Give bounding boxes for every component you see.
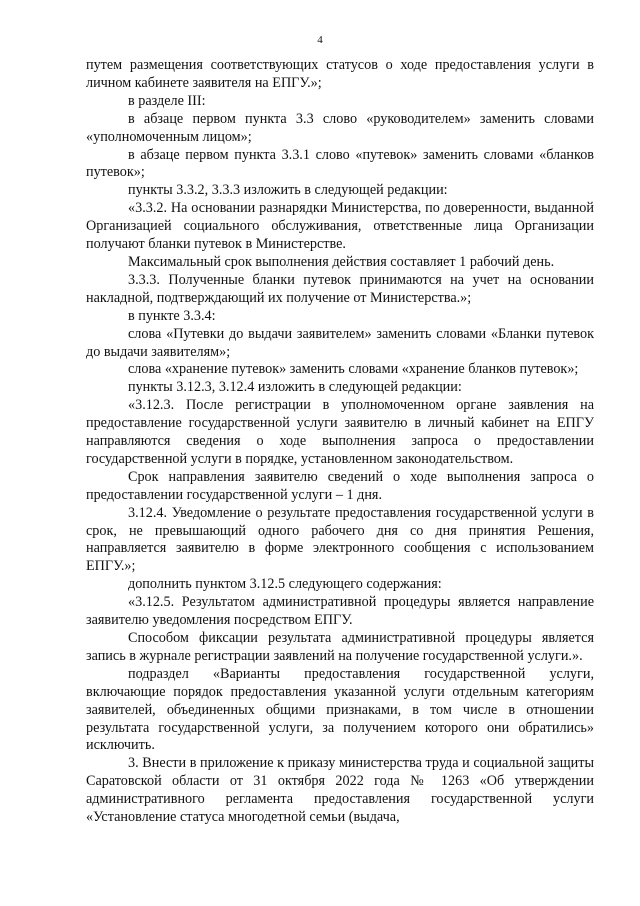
- paragraph: 3.3.3. Полученные бланки путевок принимаются на учет на основании накладной, подтверждающий их получение от Министерства.»;: [86, 271, 594, 306]
- paragraph: «3.12.5. Результатом административной процедуры является направление заявителю уведомления посредством ЕПГУ.: [86, 594, 594, 629]
- paragraph: подраздел «Варианты предоставления государственной услуги, включающие порядок предоставления указанной услуги отдельным категориям заявителей, объединенных общими признаками, в том числе в отношении результата государственной услуги, за получением которого они обратились» исключить.: [86, 665, 594, 754]
- paragraph: «3.12.3. После регистрации в уполномоченном органе заявления на предоставление государственной услуги заявителю в личный кабинет на ЕПГУ направляются сведения о ходе выполнения запроса о предоставлении государственной услуги в порядке, установленном законодательством.: [86, 397, 594, 467]
- paragraph: пункты 3.3.2, 3.3.3 изложить в следующей редакции:: [128, 182, 448, 199]
- paragraph: Способом фиксации результата административной процедуры является запись в журнале регистрации заявлений на получение государственной услуги.».: [86, 630, 594, 664]
- paragraph: в пункте 3.3.4:: [128, 307, 216, 324]
- paragraph: в абзаце первом пункта 3.3.1 слово «путевок» заменить словами «бланков путевок»;: [86, 146, 594, 181]
- paragraph: 3.12.4. Уведомление о результате предоставления государственной услуги в срок, не превышающий одного рабочего дня со дня принятия Решения, направляется заявителю в форме электронного сообщения с использованием ЕПГУ.»;: [86, 504, 594, 575]
- paragraph: путем размещения соответствующих статусов о ходе предоставления услуги в личном кабинете заявителя на ЕПГУ.»;: [86, 57, 594, 91]
- paragraph: Максимальный срок выполнения действия составляет 1 рабочий день.: [128, 253, 555, 270]
- document-body: [86, 57, 594, 827]
- paragraph: 3. Внести в приложение к приказу министерства труда и социальной защиты Саратовской области от 31 октября 2022 года № 1263 «Об утверждении административного регламента предоставления государственной услуги «Установление статуса многодетной семьи (выдача,: [86, 755, 594, 826]
- paragraph: Срок направления заявителю сведений о ходе выполнения запроса о предоставлении государственной услуги – 1 дня.: [86, 468, 594, 503]
- page-number: 4: [317, 34, 323, 46]
- paragraph: дополнить пунктом 3.12.5 следующего содержания:: [128, 576, 442, 593]
- paragraph: в абзаце первом пункта 3.3 слово «руководителем» заменить словами «уполномоченным лицом»;: [86, 110, 594, 145]
- paragraph: слова «хранение путевок» заменить словами «хранение бланков путевок»;: [128, 361, 579, 378]
- paragraph: пункты 3.12.3, 3.12.4 изложить в следующей редакции:: [128, 379, 462, 396]
- paragraph: слова «Путевки до выдачи заявителем» заменить словами «Бланки путевок до выдачи заявителям»;: [86, 325, 594, 360]
- paragraph: в разделе III:: [128, 92, 206, 109]
- paragraph: «3.3.2. На основании разнарядки Министерства, по доверенности, выданной Организацией социального обслуживания, ответственные лица Организации получают бланки путевок в Министерстве.: [86, 200, 594, 253]
